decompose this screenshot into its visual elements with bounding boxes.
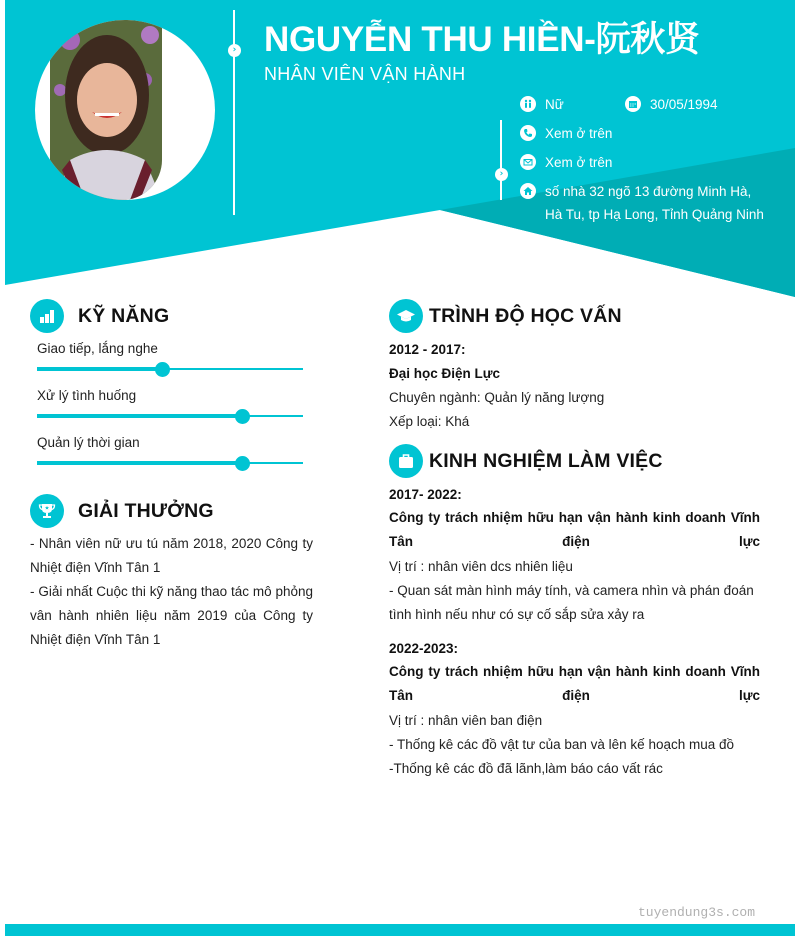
footer-bar — [5, 924, 795, 936]
job-position: Vị trí : nhân viên ban điện — [389, 713, 543, 728]
trophy-icon — [30, 494, 64, 528]
bar-chart-icon — [30, 299, 64, 333]
home-icon — [520, 183, 536, 199]
skill-label: Giao tiếp, lắng nghe — [37, 341, 158, 356]
birthday-value: 30/05/1994 — [650, 96, 718, 112]
job-period: 2017- 2022: — [389, 487, 462, 502]
skill-bar-knob — [235, 409, 250, 424]
email-value: Xem ở trên — [545, 154, 613, 170]
skill-bar — [37, 368, 303, 370]
experience-section-header — [389, 444, 663, 478]
award-item: - Giải nhất Cuộc thi kỹ năng thao tác mô phỏng vân hành nhiên liệu năm 2019 của Công ty Nhiệt điện Vĩnh Tân 1 — [30, 584, 313, 647]
watermark: tuyendung3s.com — [638, 905, 756, 920]
education-title: TRÌNH ĐỘ HỌC VẤN — [429, 304, 622, 327]
skill-label: Xử lý tình huống — [37, 388, 137, 403]
education-section-header — [389, 299, 622, 333]
job-duty: - Thống kê các đồ vật tư của ban và lên kế hoạch mua đồ — [389, 737, 735, 752]
phone-info — [520, 125, 612, 141]
chevron-right-icon: › — [228, 44, 241, 57]
phone-value: Xem ở trên — [545, 125, 613, 141]
gender-value: Nữ — [545, 96, 564, 112]
skill-bar-fill — [37, 367, 162, 371]
skill-bar — [37, 415, 303, 417]
contact-divider-line — [500, 120, 502, 200]
job-title: NHÂN VIÊN VẬN HÀNH — [264, 64, 466, 84]
skills-title: KỸ NĂNG — [78, 304, 170, 327]
birthday-info — [625, 96, 718, 112]
calendar-icon — [625, 96, 641, 112]
gender-icon — [520, 96, 536, 112]
candidate-name: NGUYỄN THU HIỀN-阮秋贤 — [264, 20, 700, 59]
email-info — [520, 154, 612, 170]
avatar — [35, 20, 215, 200]
email-icon — [520, 154, 536, 170]
skill-bar-knob — [155, 362, 170, 377]
chevron-right-icon: › — [495, 168, 508, 181]
briefcase-icon — [389, 444, 423, 478]
skill-bar — [37, 462, 303, 464]
education-school: Đại học Điện Lực — [389, 366, 501, 381]
phone-icon — [520, 125, 536, 141]
header-divider-line — [233, 10, 235, 215]
skills-section-header — [30, 299, 169, 333]
skill-bar-fill — [37, 414, 242, 418]
awards-title: GIẢI THƯỞNG — [78, 499, 214, 522]
job-company: Công ty trách nhiệm hữu hạn vận hành kinh doanh Vĩnh Tân điện lực — [389, 510, 760, 549]
skill-bar-fill — [37, 461, 242, 465]
job-duty: -Thống kê các đồ đã lãnh,làm báo cáo vất rác — [389, 761, 663, 776]
gender-info — [520, 96, 564, 112]
award-item: - Nhân viên nữ ưu tú năm 2018, 2020 Công ty Nhiệt điện Vĩnh Tân 1 — [30, 536, 313, 575]
address-line-1: số nhà 32 ngõ 13 đường Minh Hà, — [545, 183, 752, 199]
job-duty: tình hình nếu như có sự cố sắp sửa xảy ra — [389, 607, 645, 622]
job-duty: - Quan sát màn hình máy tính, và camera nhìn và phán đoán — [389, 583, 754, 598]
graduation-cap-icon — [389, 299, 423, 333]
education-major: Chuyên ngành: Quản lý năng lượng — [389, 390, 605, 405]
address-line-2: Hà Tu, tp Hạ Long, Tỉnh Quảng Ninh — [545, 207, 764, 222]
education-rank: Xếp loại: Khá — [389, 414, 470, 429]
profile-photo — [50, 20, 162, 200]
skill-label: Quản lý thời gian — [37, 435, 140, 450]
experience-title: KINH NGHIỆM LÀM VIỆC — [429, 449, 663, 472]
skill-bar-knob — [235, 456, 250, 471]
job-period: 2022-2023: — [389, 641, 459, 656]
education-period: 2012 - 2017: — [389, 342, 466, 357]
awards-section-header — [30, 494, 214, 528]
job-position: Vị trí : nhân viên dcs nhiên liệu — [389, 559, 573, 574]
address-info — [520, 183, 751, 199]
job-company: Công ty trách nhiệm hữu hạn vận hành kinh doanh Vĩnh Tân điện lực — [389, 664, 760, 703]
